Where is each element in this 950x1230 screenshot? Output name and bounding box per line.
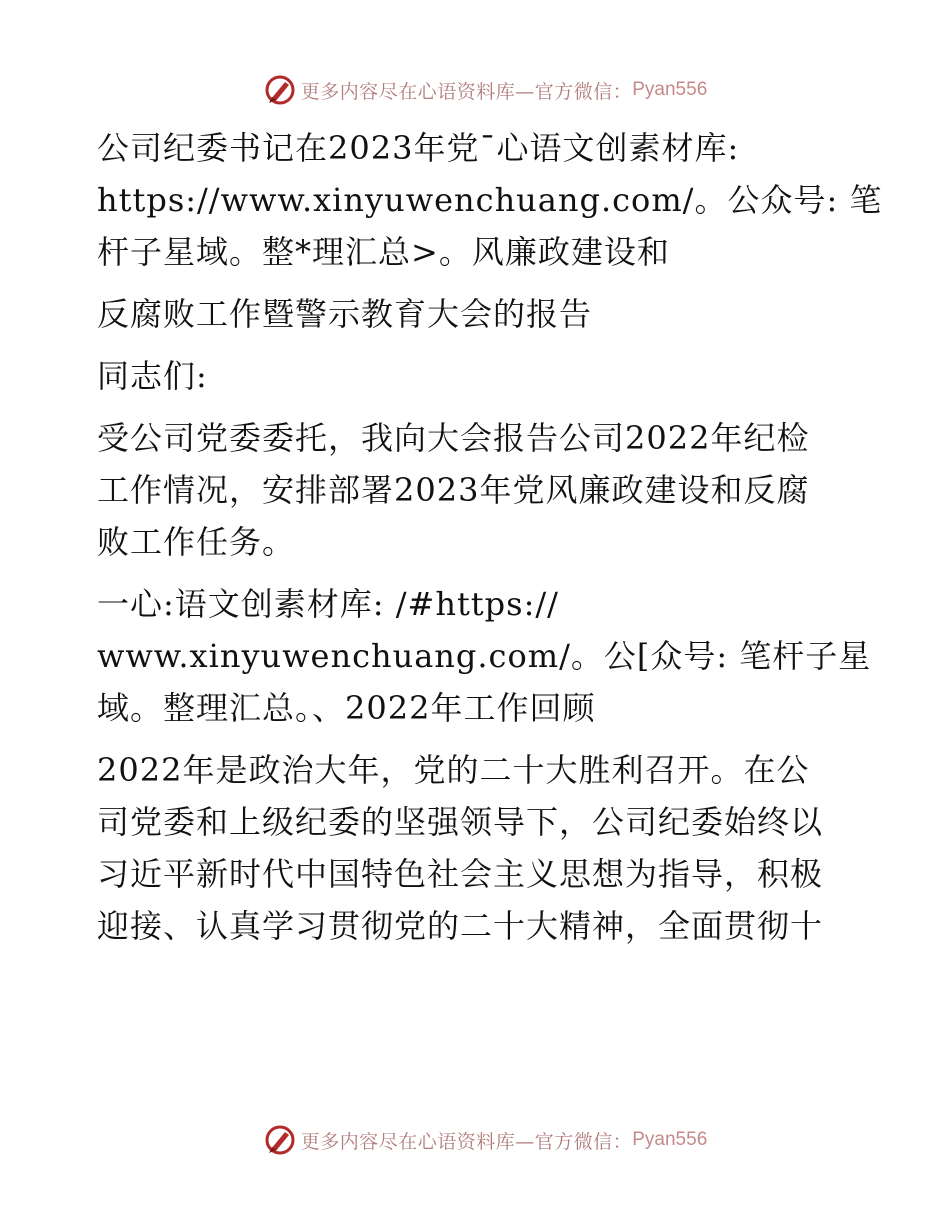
- text-line: 同志们:: [97, 357, 208, 395]
- text-line: www.xinyuwenchuang.com/。公[众号: 笔杆子星: [97, 637, 872, 675]
- text-line: 2022年是政治大年，党的二十大胜利召开。在公: [97, 751, 810, 789]
- text-line: 域。整理汇总。、2022年工作回顾: [97, 689, 596, 727]
- text-line: 司党委和上级纪委的坚强领导下，公司纪委始终以: [97, 803, 824, 841]
- banner-text: 更多内容尽在心语资料库—官方微信：: [300, 1130, 633, 1153]
- header-watermark-banner: [0, 70, 950, 110]
- paragraph-title-part2: [97, 288, 867, 340]
- banner-wechat-id: Pyan556: [632, 1129, 708, 1150]
- paragraph-section-heading: [97, 578, 872, 734]
- text-line: 习近平新时代中国特色社会主义思想为指导，积极: [97, 855, 824, 893]
- text-line: 工作情况，安排部署2023年党风廉政建设和反腐: [97, 471, 810, 509]
- paragraph-salutation: [97, 350, 867, 402]
- text-line: 反腐败工作暨警示教育大会的报告: [97, 295, 593, 333]
- paragraph-review: [97, 744, 867, 952]
- text-line: 败工作任务。: [97, 523, 296, 561]
- text-line: 一心:语文创素材库: /#https://: [97, 585, 559, 623]
- banner-wechat-id: Pyan556: [632, 79, 708, 100]
- text-line: 杆子星域。整*理汇总>。风廉政建设和: [97, 233, 670, 271]
- pen-logo-icon: [263, 73, 297, 107]
- footer-watermark-banner: [0, 1120, 950, 1160]
- document-body: [97, 122, 883, 962]
- text-line: https://www.xinyuwenchuang.com/。公众号: 笔: [97, 181, 883, 219]
- paragraph-title-part1: [97, 122, 883, 278]
- banner-text: 更多内容尽在心语资料库—官方微信：: [300, 80, 633, 103]
- text-line: 受公司党委委托，我向大会报告公司2022年纪检: [97, 419, 810, 457]
- pen-logo-icon: [263, 1123, 297, 1157]
- text-line: 迎接、认真学习贯彻党的二十大精神，全面贯彻十: [97, 907, 824, 945]
- paragraph-intro: [97, 412, 867, 568]
- text-line: 公司纪委书记在2023年党¯心语文创素材库:: [97, 129, 740, 167]
